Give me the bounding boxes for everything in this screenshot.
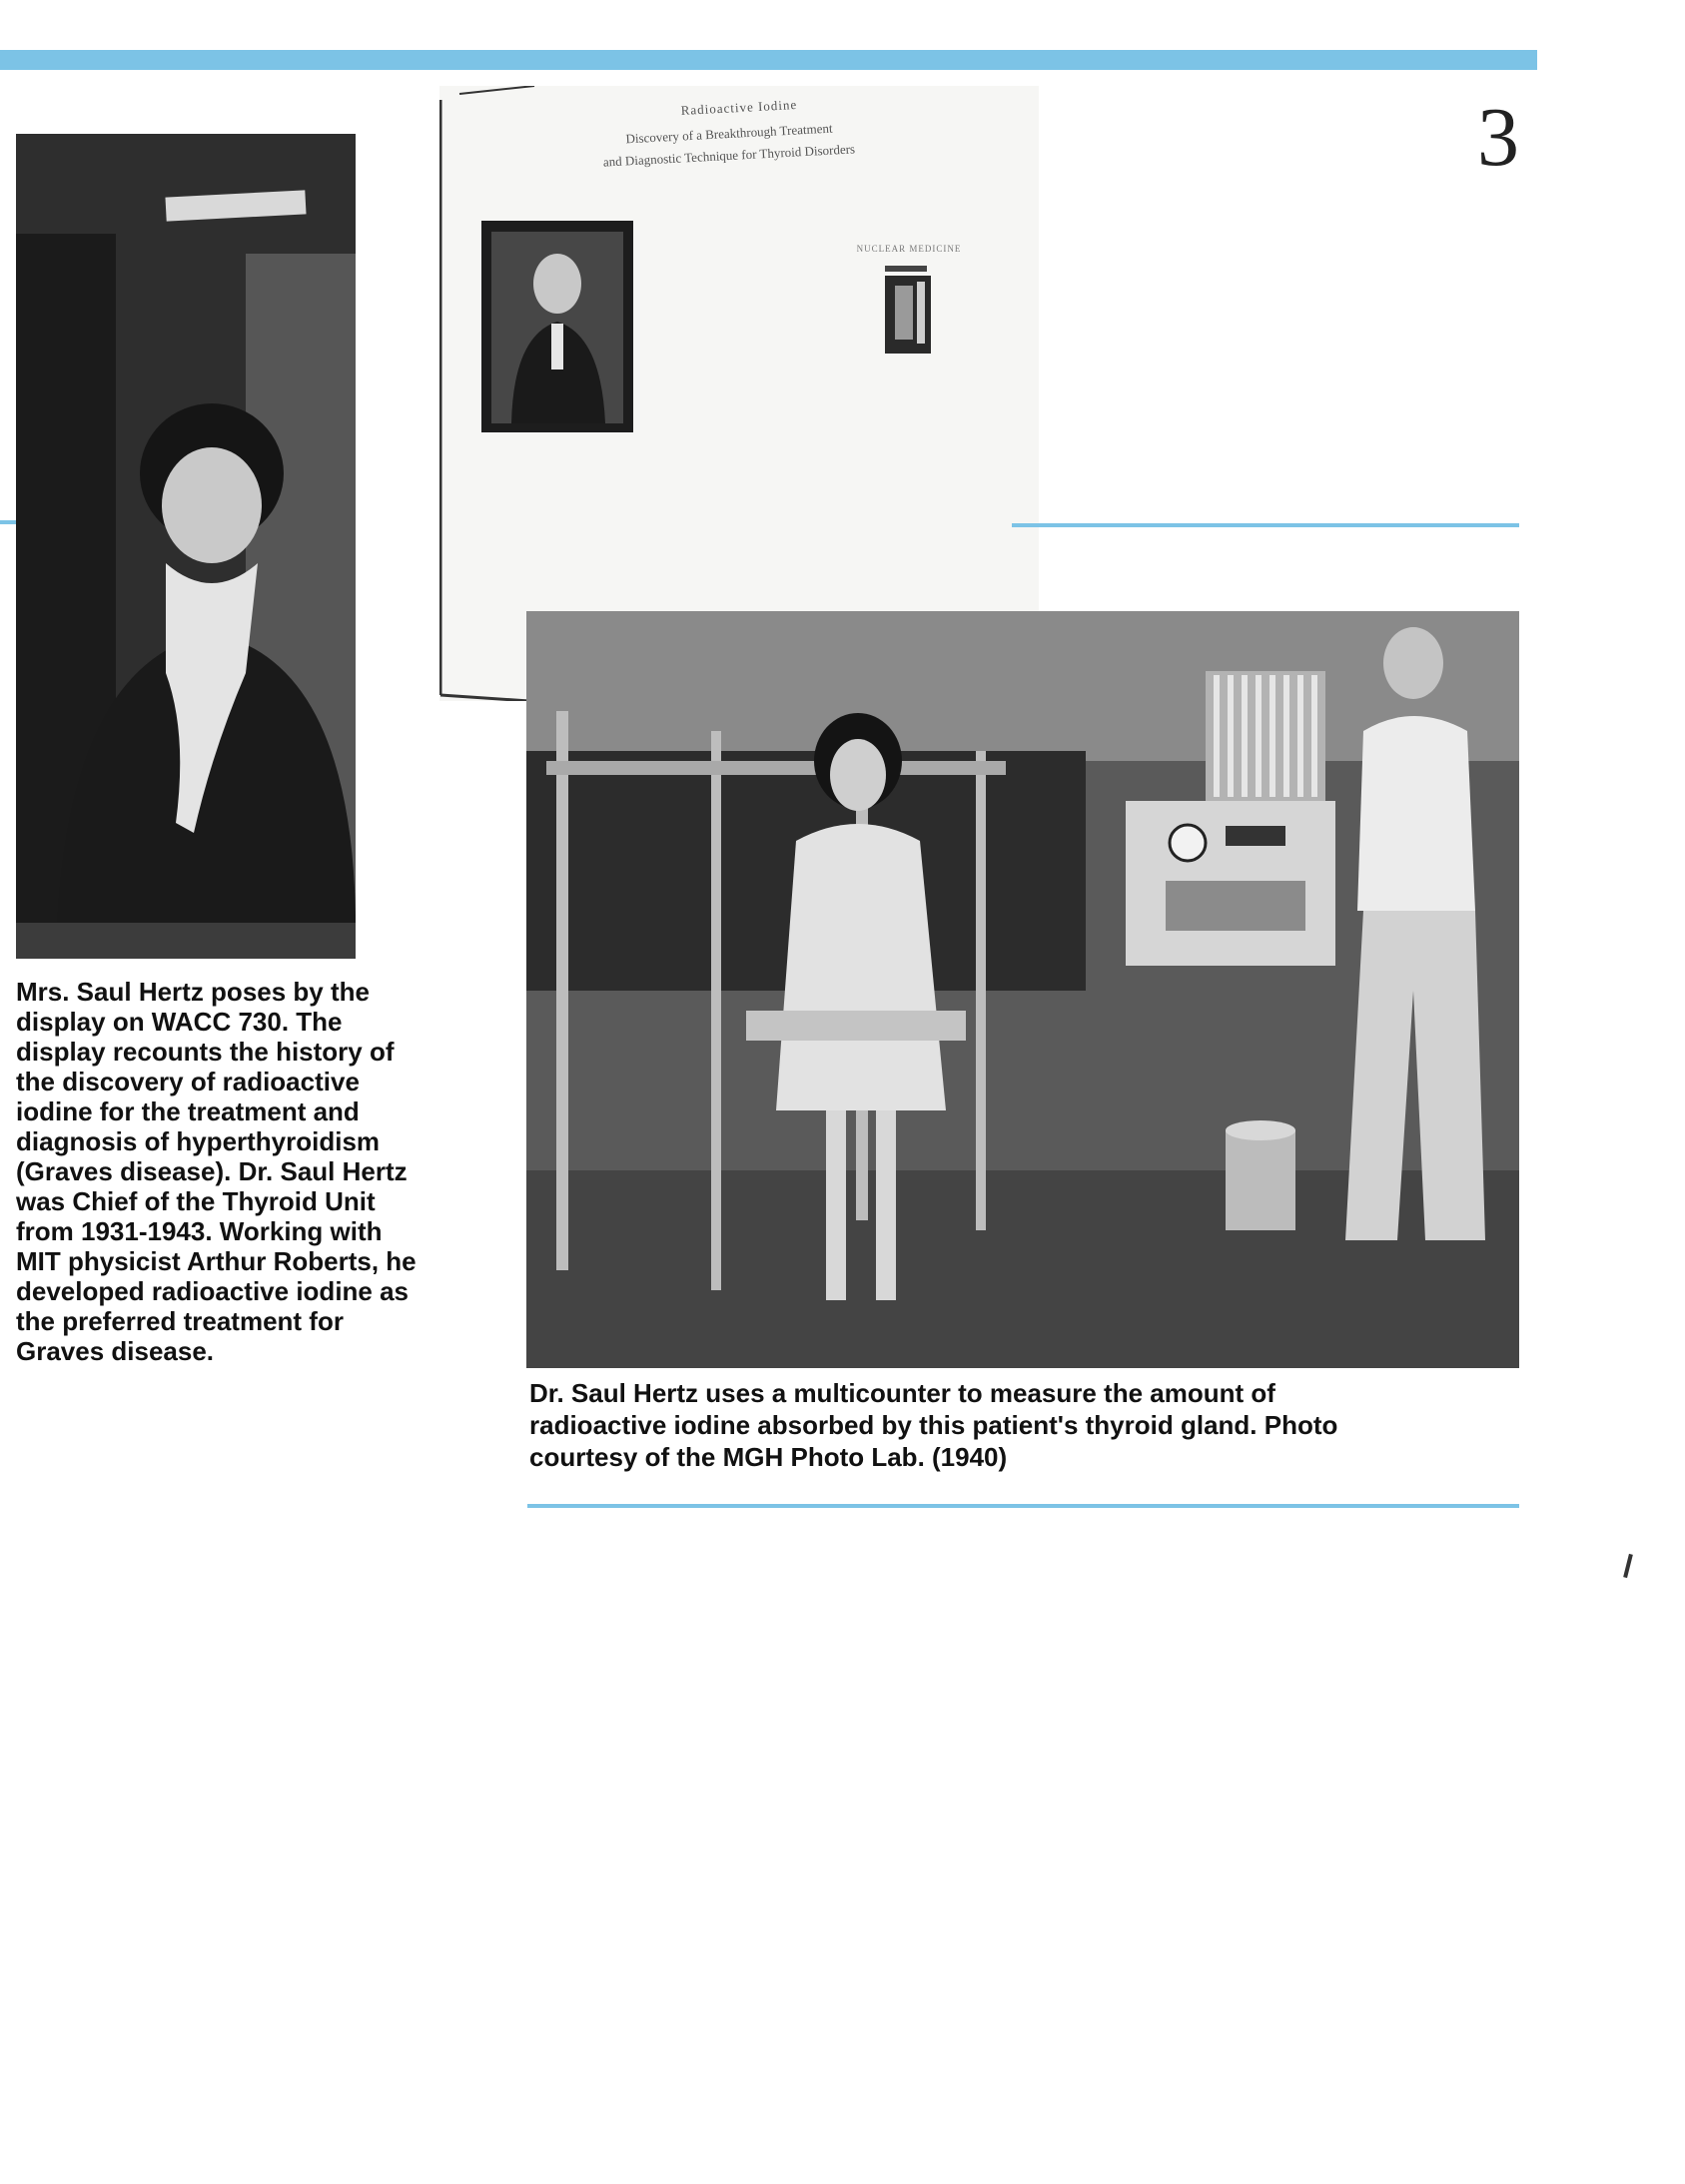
scan-mark <box>1623 1554 1633 1578</box>
display-poster-title: Radioactive Iodine <box>680 96 798 119</box>
display-poster-logo-text: NUCLEAR MEDICINE <box>856 244 962 254</box>
middle-accent-rule <box>1012 523 1519 527</box>
left-accent-stub <box>0 520 16 524</box>
caption-mrs-hertz: Mrs. Saul Hertz poses by the display on WACC 730. The display recounts the history of the discovery of radioactive iodine for the treatment and diagnosis of hyperthyroidism (Graves disease). Dr. Saul Hertz was Chief of the Thyroid Unit from 1931-1943. Working with MIT physicist Arthur Roberts, he developed radioactive iodine as the preferred treatment for Graves disease. <box>16 977 417 1366</box>
page-number: 3 <box>1477 91 1519 184</box>
display-poster-subtitle-2: and Diagnostic Technique for Thyroid Disorders <box>602 141 856 170</box>
photo-mrs-hertz-image <box>16 134 356 959</box>
top-accent-rule <box>0 50 1537 70</box>
caption-multicounter: Dr. Saul Hertz uses a multicounter to measure the amount of radioactive iodine absorbed by this patient's thyroid gland. Photo courtesy of the MGH Photo Lab. (1940) <box>529 1378 1338 1472</box>
display-poster-subtitle: Discovery of a Breakthrough Treatment <box>625 120 833 147</box>
photo-mrs-hertz <box>16 134 356 959</box>
bottom-accent-rule <box>527 1504 1519 1508</box>
photo-multicounter <box>526 611 1519 1368</box>
display-poster-graphic <box>439 86 1039 701</box>
display-poster <box>439 86 1039 701</box>
photo-multicounter-image <box>526 611 1519 1368</box>
